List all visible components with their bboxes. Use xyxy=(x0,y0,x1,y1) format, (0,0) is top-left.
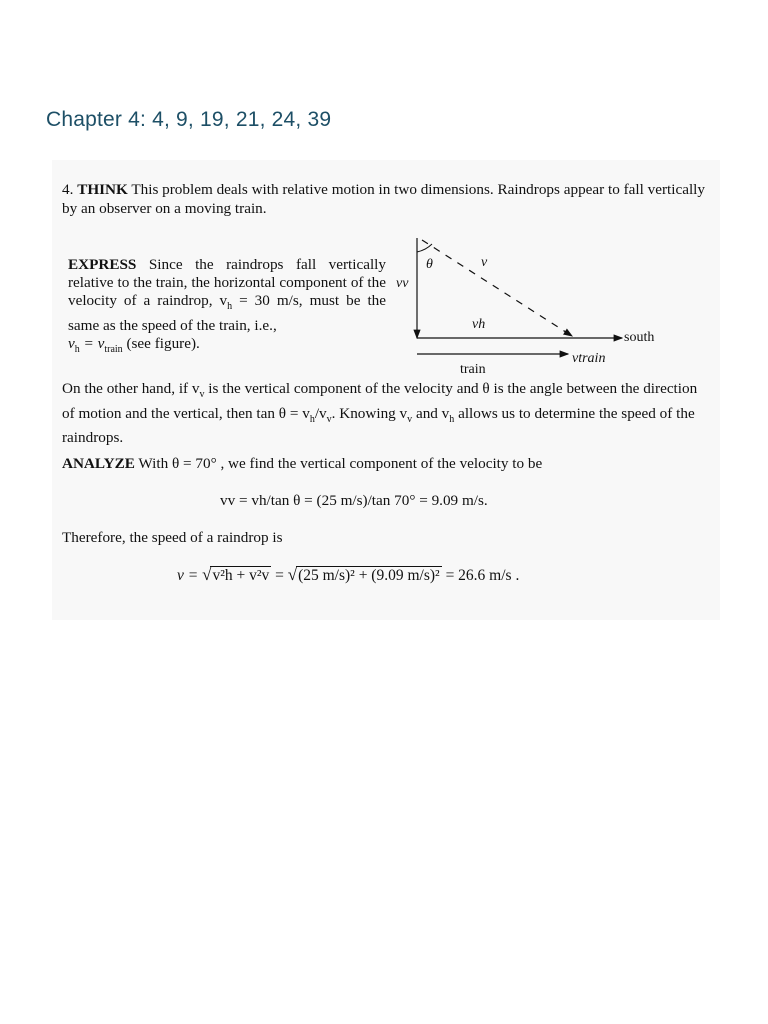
eq2-left: v = xyxy=(177,567,203,584)
eq-var: v xyxy=(68,334,75,352)
other-text: . Knowing v xyxy=(331,404,408,422)
eq2-radicand-2: (25 m/s)² + (9.09 m/s)² xyxy=(298,567,440,584)
eq-var: = v xyxy=(79,334,105,352)
vv-label: vv xyxy=(396,276,409,291)
subscript: h xyxy=(74,343,80,355)
therefore-text: Therefore, the speed of a raindrop is xyxy=(62,529,283,546)
other-paragraph xyxy=(62,380,712,448)
subscript: v xyxy=(407,413,413,425)
express-paragraph xyxy=(68,256,386,359)
problem-number: 4. xyxy=(62,181,74,198)
subscript: h xyxy=(449,413,455,425)
eq2-radicand-1: v²h + v²v xyxy=(212,567,270,584)
train-label: train xyxy=(460,362,486,377)
subscript: h xyxy=(227,301,233,313)
express-text-2: = 30 m/s, must be the same as the speed of the train, i.e., xyxy=(68,292,386,334)
equation-raindrop-speed xyxy=(177,566,519,586)
angle-arc xyxy=(417,244,432,252)
subscript: v xyxy=(199,389,205,401)
v-vector-label: v⃗ xyxy=(481,255,499,270)
think-label: THINK xyxy=(77,181,128,198)
sqrt-symbol: √ xyxy=(287,565,298,584)
analyze-label: ANALYZE xyxy=(62,455,135,472)
other-text: On the other hand, if v xyxy=(62,380,200,397)
eq2-result: = 26.6 m/s . xyxy=(441,567,520,584)
south-label: south xyxy=(624,330,655,345)
other-text: /v xyxy=(314,404,327,422)
chapter-title: Chapter 4: 4, 9, 19, 21, 24, 39 xyxy=(46,108,332,131)
eq2-mid: = xyxy=(271,567,288,584)
subscript: h xyxy=(309,413,315,425)
theta-label: θ xyxy=(426,257,433,272)
think-paragraph xyxy=(62,181,712,218)
vh-label: vh xyxy=(472,317,486,332)
express-label: EXPRESS xyxy=(68,256,137,273)
other-text: allows us to determine the speed of the raindrops. xyxy=(62,404,695,447)
think-text: This problem deals with relative motion in two dimensions. Raindrops appear to fall vertically by an observer on a moving train. xyxy=(62,181,705,217)
analyze-paragraph xyxy=(62,455,712,474)
subscript: v xyxy=(326,413,332,425)
vtrain-label: vtrain xyxy=(572,351,606,366)
other-text: is the vertical component of the velocity and θ is the angle between the direction of motion and the vertical, then tan θ = v xyxy=(62,380,698,422)
equation-vertical-component: vv = vh/tan θ = (25 m/s)/tan 70° = 9.09 m/s. xyxy=(220,492,488,509)
velocity-diagram xyxy=(360,228,660,378)
express-text: Since the raindrops fall vertically relative to the train, the horizontal component of the velocity of a raindrop, v xyxy=(68,256,387,310)
express-tail: (see figure). xyxy=(122,334,200,352)
analyze-text: With θ = 70° , we find the vertical component of the velocity to be xyxy=(138,455,543,472)
other-text: and v xyxy=(412,404,450,422)
sqrt-symbol: √ xyxy=(202,565,212,584)
subscript: train xyxy=(104,343,123,355)
